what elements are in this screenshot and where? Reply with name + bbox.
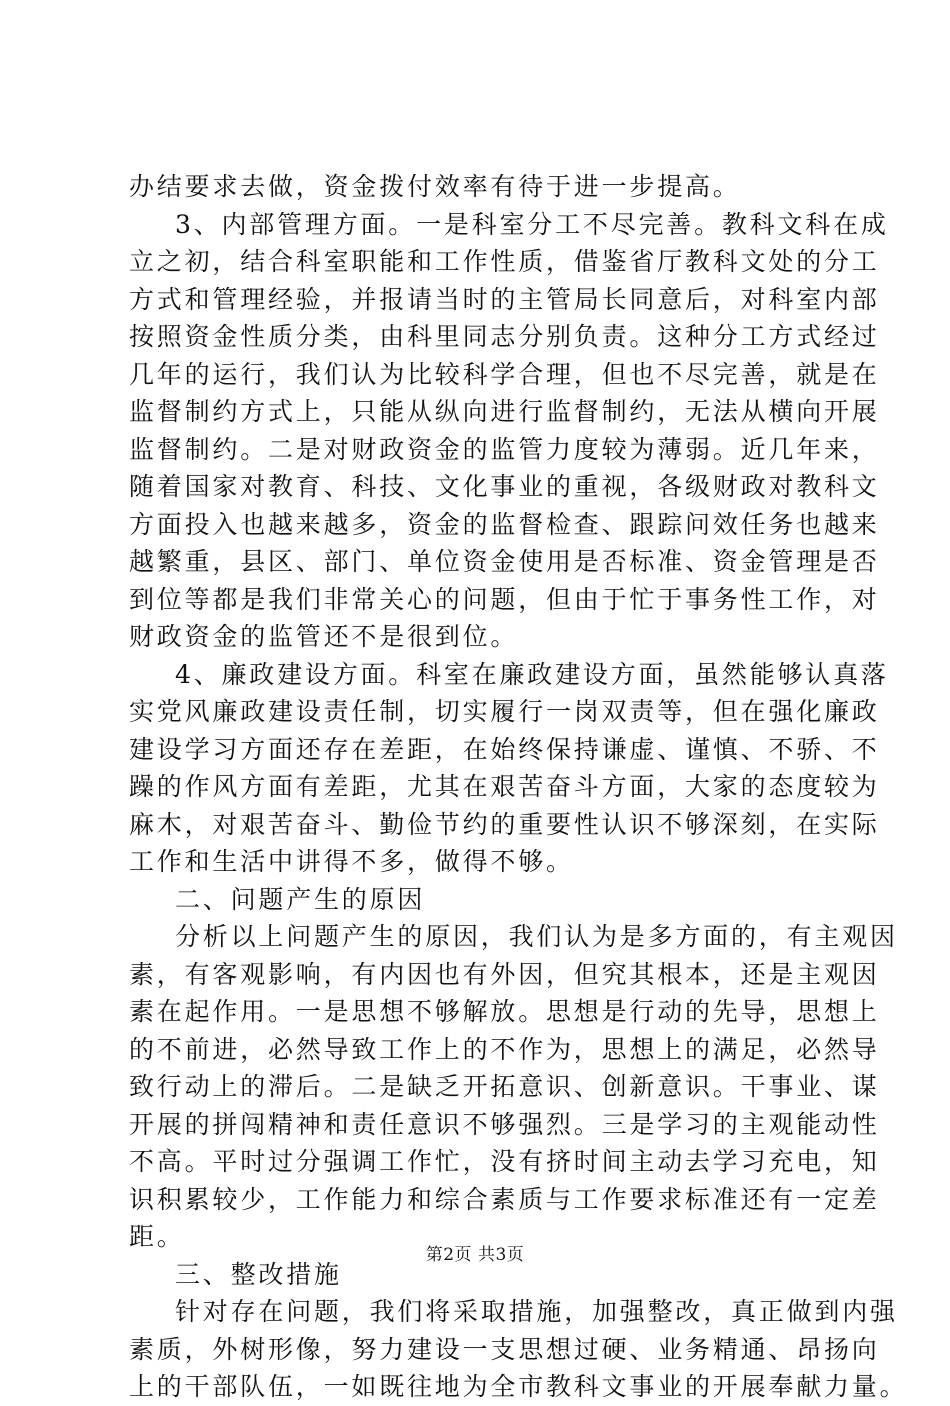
body-line: 致行动上的滞后。二是缺乏开拓意识、创新意识。干事业、谋 — [129, 1072, 880, 1101]
body-line: 财政资金的监管还不是很到位。 — [129, 622, 519, 651]
body-line: 实党风廉政建设责任制，切实履行一岗双责等，但在强化廉政 — [129, 697, 880, 726]
body-line: 素在起作用。一是思想不够解放。思想是行动的先导，思想上 — [129, 997, 880, 1026]
paragraph-start-line: 3、内部管理方面。一是科室分工不尽完善。教科文科在成 — [175, 209, 889, 239]
body-line: 到位等都是我们非常关心的问题，但由于忙于事务性工作，对 — [129, 584, 880, 614]
body-line: 越繁重，县区、部门、单位资金使用是否标准、资金管理是否 — [129, 547, 880, 576]
body-line: 几年的运行，我们认为比较科学合理，但也不尽完善，就是在 — [129, 359, 880, 389]
body-line: 的不前进，必然导致工作上的不作为，思想上的满足，必然导 — [129, 1034, 880, 1064]
body-line: 监督制约。二是对财政资金的监管力度较为薄弱。近几年来， — [129, 434, 880, 464]
paragraph-start-line: 分析以上问题产生的原因，我们认为是多方面的，有主观因 — [175, 922, 898, 951]
paragraph-start-line: 针对存在问题，我们将采取措施，加强整改，真正做到内强 — [175, 1297, 898, 1326]
body-line: 随着国家对教育、科技、文化事业的重视，各级财政对教科文 — [129, 472, 880, 501]
body-line: 工作和生活中讲得不多，做得不够。 — [129, 847, 574, 876]
body-line: 识积累较少，工作能力和综合素质与工作要求标准还有一定差 — [129, 1184, 880, 1214]
body-line: 监督制约方式上，只能从纵向进行监督制约，无法从横向开展 — [129, 397, 880, 426]
body-line: 开展的拼闯精神和责任意识不够强烈。三是学习的主观能动性 — [129, 1109, 880, 1139]
body-line: 办结要求去做，资金拨付效率有待于进一步提高。 — [129, 172, 741, 201]
page-footer: 第2页 共3页 — [425, 1245, 525, 1265]
body-line: 建设学习方面还存在差距，在始终保持谦虚、谨慎、不骄、不 — [129, 734, 880, 764]
body-line: 上的干部队伍，一如既往地为全市教科文事业的开展奉献力量。 — [129, 1372, 908, 1401]
section-heading: 三、整改措施 — [175, 1259, 342, 1289]
body-line: 麻木，对艰苦奋斗、勤俭节约的重要性认识不够深刻，在实际 — [129, 809, 880, 839]
body-line: 方式和管理经验，并报请当时的主管局长同意后，对科室内部 — [129, 284, 880, 314]
body-line: 素质，外树形像，努力建设一支思想过硬、业务精通、昂扬向 — [129, 1334, 880, 1364]
body-line: 素，有客观影响，有内因也有外因，但究其根本，还是主观因 — [129, 959, 880, 989]
body-line: 方面投入也越来越多，资金的监督检查、跟踪问效任务也越来 — [129, 509, 880, 539]
body-line: 躁的作风方面有差距，尤其在艰苦奋斗方面，大家的态度较为 — [129, 772, 880, 801]
body-line: 不高。平时过分强调工作忙，没有挤时间主动去学习充电，知 — [129, 1147, 880, 1176]
body-line: 按照资金性质分类，由科里同志分别负责。这种分工方式经过 — [129, 322, 880, 351]
paragraph-start-line: 4、廉政建设方面。科室在廉政建设方面，虽然能够认真落 — [175, 659, 889, 689]
body-line: 立之初，结合科室职能和工作性质，借鉴省厅教科文处的分工 — [129, 247, 880, 276]
document-body — [129, 168, 908, 1406]
section-heading: 二、问题产生的原因 — [175, 884, 426, 914]
body-line: 距。 — [129, 1222, 185, 1251]
